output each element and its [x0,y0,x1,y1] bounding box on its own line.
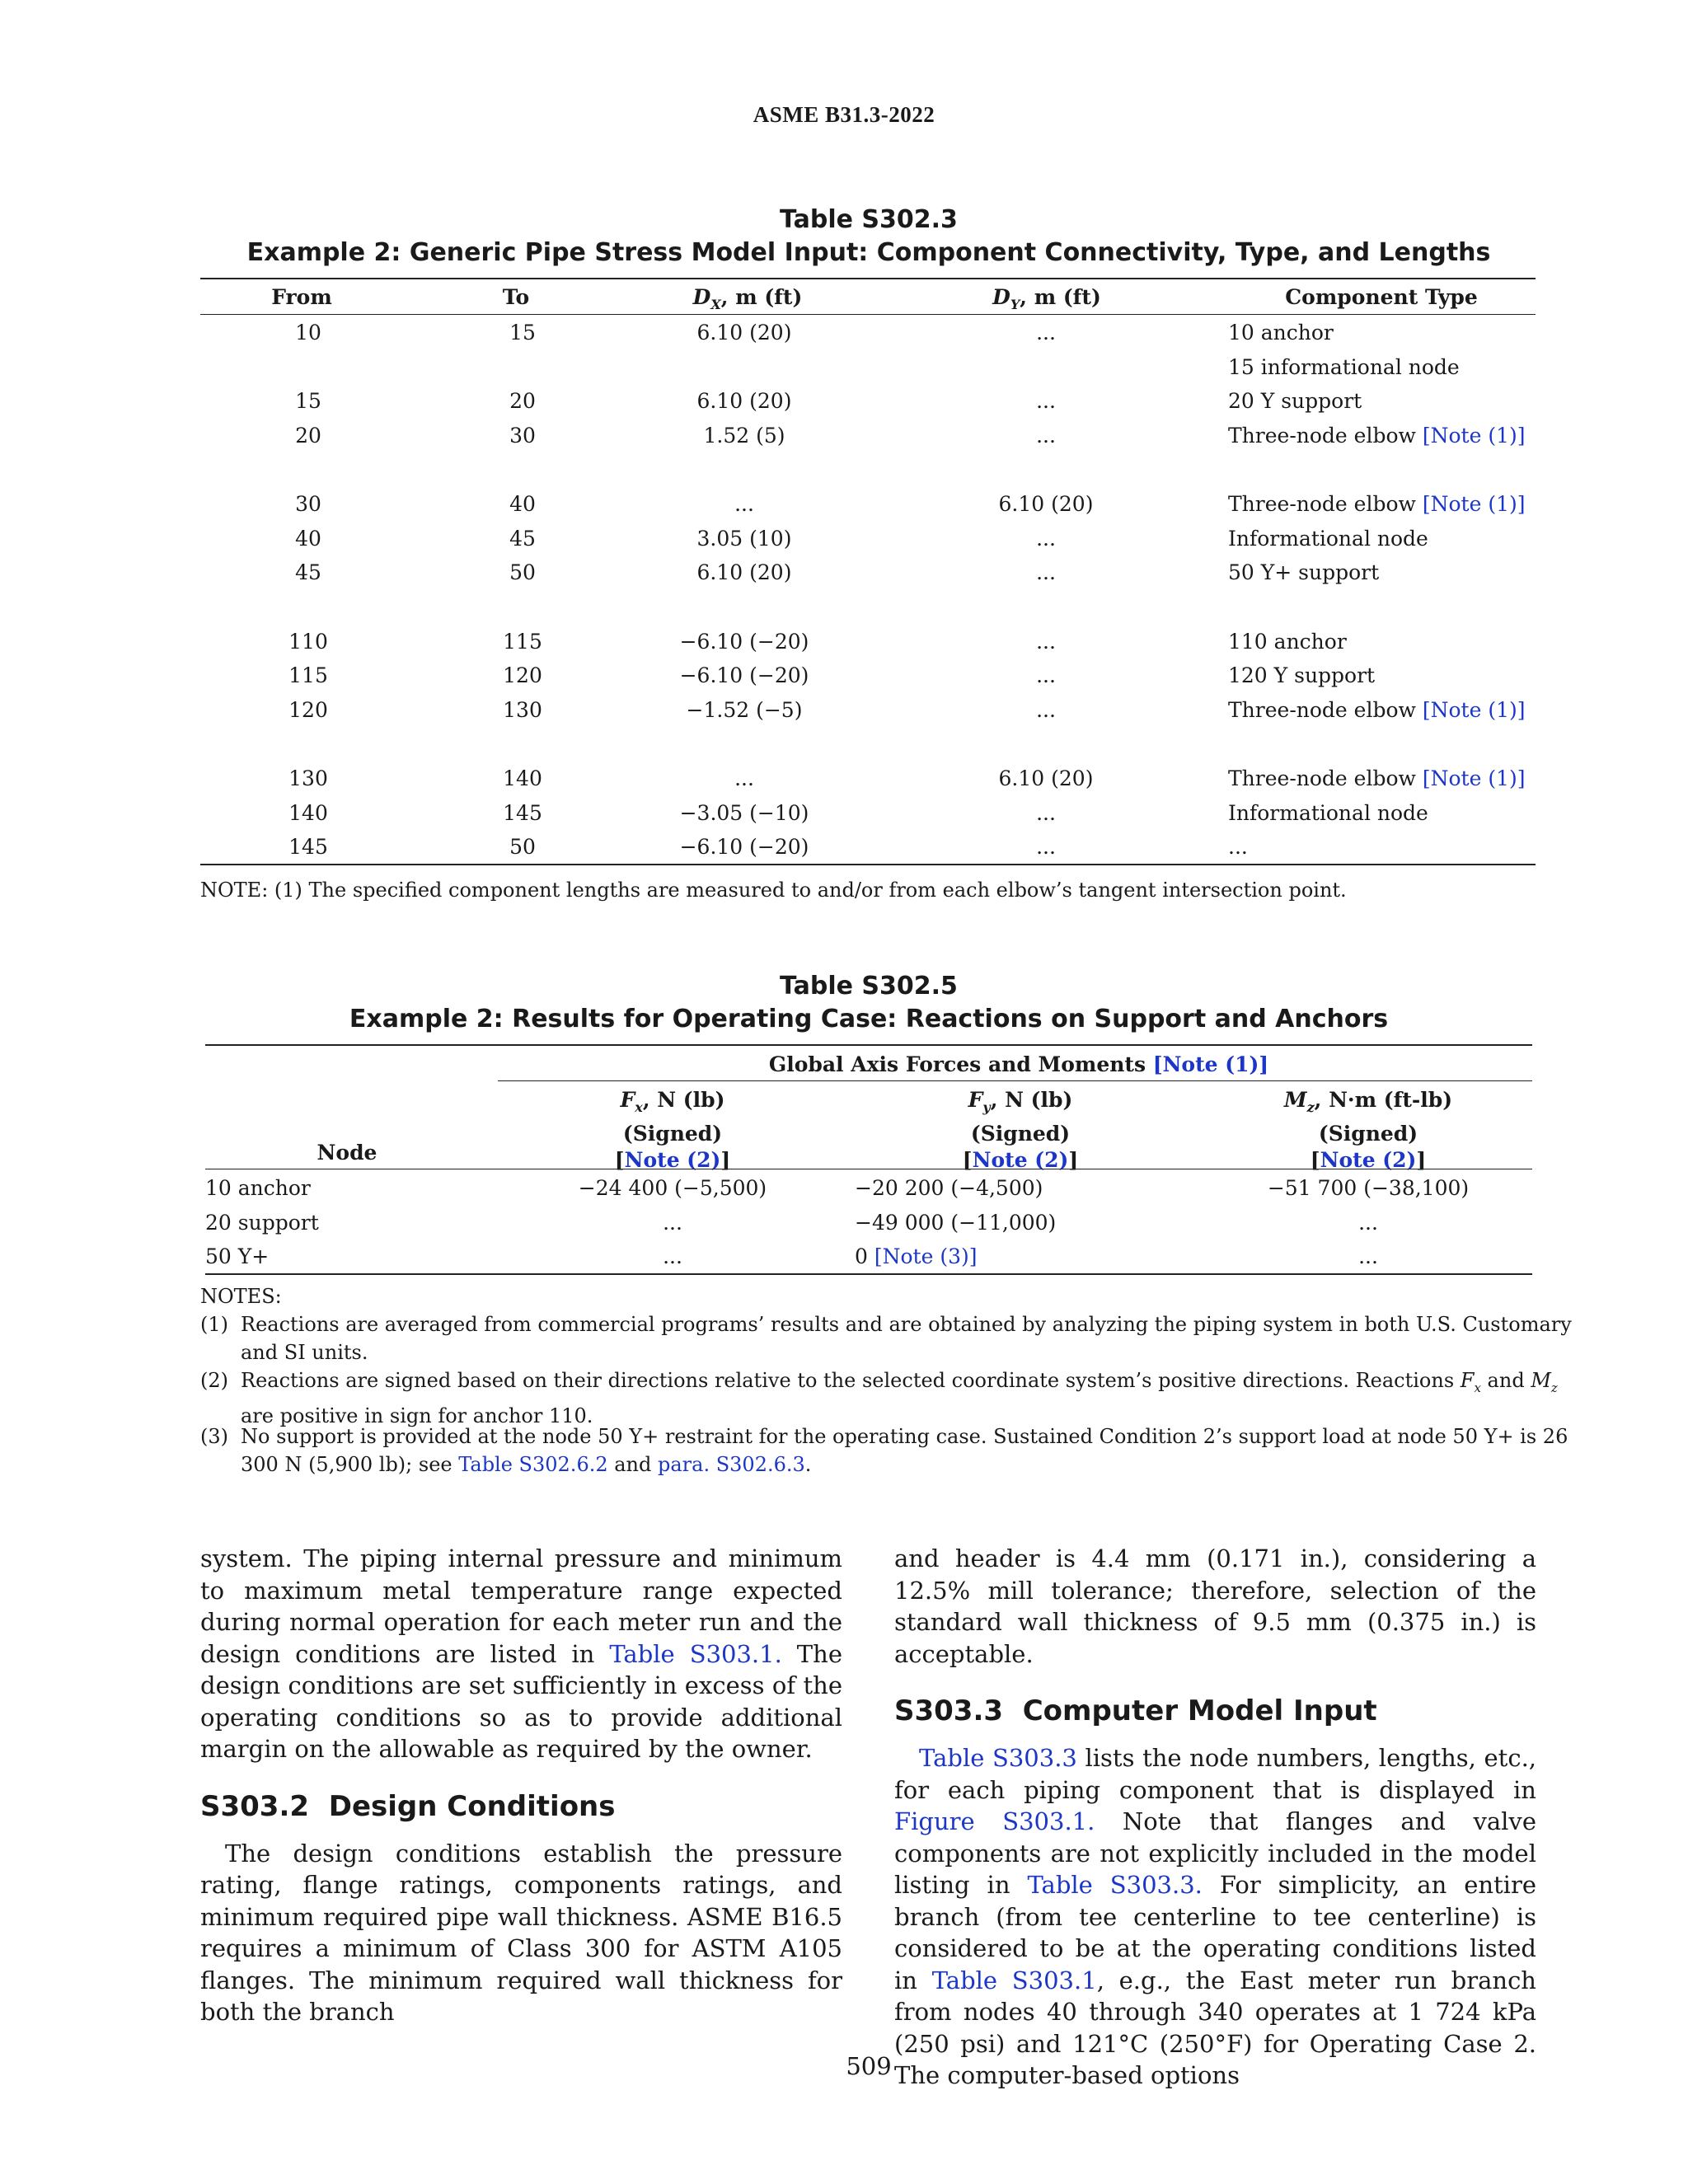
table2-fy-note-link[interactable]: Note (2) [972,1148,1069,1172]
table1-cell-type: 15 informational node [1228,355,1460,379]
table2-cell-mz: −51 700 (−38,100) [1267,1176,1470,1200]
table1-cell-dx: ... [734,492,754,516]
table1-cell-dx: ... [734,766,754,790]
table1-cell-dy: ... [1036,389,1056,413]
table2-cell-fx: ... [663,1211,682,1235]
table2-cell-fx: ... [663,1244,682,1268]
table1-cell-from: 140 [288,801,328,825]
table1-bottom-rule [200,864,1536,865]
table2-note-2: Reactions are signed based on their directions relative to the selected coordinate system’s positive directions. Reactions $F_x$ and $M_z$ are positive in sign for anchor 110. [241,1369,1558,1427]
table1-cell-type: Three-node elbow [Note (1)] [1228,424,1526,448]
table1-cell-type: 110 anchor [1228,630,1347,654]
table1-cell-dx: −1.52 (−5) [686,698,803,722]
table1-col-dx: $D_X$, m (ft) [692,285,803,312]
table1-cell-from: 15 [295,389,321,413]
table2-title: Table S302.5 [780,972,958,1001]
table2-note-3: No support is provided at the node 50 Y+ restraint for the operating case. Sustained Condition 2’s support load at node 50 Y+ is 26 300 N (5,900 lb); see Table S302.6.2 and para. S302.6.3. [241,1425,1568,1476]
table1-cell-dy: ... [1036,560,1056,584]
table1-cell-dy: ... [1036,527,1056,551]
table1-cell-from: 115 [288,663,328,687]
table1-cell-dx: −6.10 (−20) [679,630,809,654]
table1-cell-type: 10 anchor [1228,321,1334,344]
table2-cell-fy: 0 [Note (3)] [855,1244,978,1268]
table1-cell-dy: ... [1036,835,1056,859]
table1-cell-to: 140 [503,766,542,790]
table1-col-dy: $D_Y$, m (ft) [992,285,1101,312]
right-column [894,1543,1536,2092]
table1-cell-type: Informational node [1228,527,1428,551]
table1-cell-dy: ... [1036,630,1056,654]
table2-col-node: Node [316,1141,377,1165]
table2-fx-note-link[interactable]: Note (2) [624,1148,721,1172]
table1-cell-from: 145 [288,835,328,859]
table1-note: NOTE: (1) The specified component lengths are measured to and/or from each elbow’s tangent intersection point. [200,879,1347,902]
table2-bottom-rule [205,1273,1532,1275]
table1-cell-from: 30 [295,492,321,516]
table1-cell-dx: −6.10 (−20) [679,835,809,859]
table1-cell-type: Three-node elbow [Note (1)] [1228,766,1526,790]
table1-cell-from: 20 [295,424,321,448]
table1-col-from: From [271,285,332,309]
table1-cell-to: 115 [503,630,542,654]
link-table-s302-6-2[interactable]: Table S302.6.2 [458,1453,608,1476]
table2-cell-node: 20 support [205,1211,319,1235]
table1-cell-dy: 6.10 (20) [998,766,1094,790]
table1-cell-from: 45 [295,560,321,584]
table1-cell-to: 45 [509,527,536,551]
table1-cell-dx: −3.05 (−10) [679,801,809,825]
link-table-s303-1[interactable]: Table S303.1. [609,1639,782,1668]
table1-cell-dx: −6.10 (−20) [679,663,809,687]
page-number: 509 [846,2052,892,2080]
table1-cell-dx: 1.52 (5) [703,424,785,448]
table2-cell-fx: −24 400 (−5,500) [578,1176,767,1200]
table1-col-to: To [502,285,530,309]
table2-col-fy: $F_y$, N (lb) (Signed) [Note (2)] [962,1088,1079,1172]
left-paragraph-2: The design conditions establish the pressure rating, flange ratings, components ratings, and minimum required pipe wall thickness. ASME B16.5 requires a minimum of Class 300 for ASTM A105 flanges. The minimum required wall thickness for both the branch [200,1839,842,2026]
table1-header-rule [200,314,1536,315]
table2-cell-node: 50 Y+ [205,1244,270,1268]
table1-note-link[interactable]: [Note (1)] [1422,424,1526,448]
table1-cell-dx: 6.10 (20) [696,389,792,413]
table1-cell-type: Three-node elbow [Note (1)] [1228,698,1526,722]
right-paragraph-1: and header is 4.4 mm (0.171 in.), considering a 12.5% mill tolerance; therefore, selection of the standard wall thickness of 9.5 mm (0.375 in.) is acceptable. [894,1544,1536,1668]
table2-cell-fy: −20 200 (−4,500) [855,1176,1043,1200]
table2-col-mz: $M_z$, N·m (ft-lb) (Signed) [Note (2)] [1283,1088,1453,1172]
table1-cell-to: 130 [503,698,542,722]
table1-cell-from: 130 [288,766,328,790]
table2-note-3-link[interactable]: [Note (3)] [874,1244,978,1268]
table1-cell-to: 40 [509,492,536,516]
table1-col-type: Component Type [1285,285,1478,309]
table1-cell-type: 20 Y support [1228,389,1362,413]
table1-cell-dx: 3.05 (10) [696,527,792,551]
table2-cell-mz: ... [1358,1211,1378,1235]
section-heading-s303-2: S303.2 Design Conditions [200,1789,616,1823]
table1-cell-to: 145 [503,801,542,825]
table2-cell-fy: −49 000 (−11,000) [855,1211,1057,1235]
table2-group-note-link[interactable]: [Note (1)] [1152,1052,1269,1076]
table1-cell-to: 50 [509,835,536,859]
link-table-s303-3-a[interactable]: Table S303.3 [919,1744,1077,1772]
table1-top-rule [200,278,1536,279]
table2-mz-note-link[interactable]: Note (2) [1320,1148,1417,1172]
table1-cell-to: 50 [509,560,536,584]
table2-notes-label: NOTES: [200,1285,282,1308]
table1-cell-type: Informational node [1228,801,1428,825]
link-para-s302-6-3[interactable]: para. S302.6.3 [658,1453,805,1476]
table2-note-1: Reactions are averaged from commercial programs’ results and are obtained by analyzing the piping system in both U.S. Customary and SI units. [241,1313,1572,1364]
table2-group-header: Global Axis Forces and Moments [Note (1)] [768,1052,1269,1076]
table1-cell-from: 120 [288,698,328,722]
table1-cell-type: ... [1228,835,1248,859]
table1-cell-dy: ... [1036,424,1056,448]
table2-notes: (1) Reactions are averaged from commercial programs’ results and are obtained by analyzing the piping system in both U.S. Customary and SI units. (2) Reactions are signed based on their directions relative to the selected coordinate system’s positive directions. Reactions $F_x$ and $M_z$ are positive in sign for anchor 110. (3) No support is provided at the node 50 Y+ restraint for the operating case. Sustained Condition 2’s support load at node 50 Y+ is 26 300 N (5,900 lb); see Table S302.6.2 and para. S302.6.3. [200,1310,1540,1483]
table2-subtitle: Example 2: Results for Operating Case: Reactions on Support and Anchors [349,1005,1389,1033]
table1-cell-dy: ... [1036,663,1056,687]
table1-note-link[interactable]: [Note (1)] [1422,492,1526,516]
table1-cell-to: 30 [509,424,536,448]
right-paragraph-2: Table S303.3 lists the node numbers, lengths, etc., for each piping component that is displayed in Figure S303.1. Note that flanges and valve components are not explicitly included in the model listing in Table S303.3. For simplicity, an entire branch (from tee centerline to tee centerline) is considered to be at the operating conditions listed in Table S303.1, e.g., the East meter run branch from nodes 40 through 340 operates at 1 724 kPa (250 psi) and 121°C (250°F) for Operating Case 2. The computer-based options [894,1744,1537,2089]
table2-top-rule [205,1044,1532,1046]
table1-cell-dy: 6.10 (20) [998,492,1094,516]
table2-col-fx: $F_x$, N (lb) (Signed) [Note (2)] [614,1088,731,1172]
table1-cell-dx: 6.10 (20) [696,560,792,584]
table1-cell-to: 20 [509,389,536,413]
table1-cell-type: 120 Y support [1228,663,1376,687]
table1-note-link[interactable]: [Note (1)] [1422,766,1526,790]
table2-cell-node: 10 anchor [205,1176,311,1200]
table2-group-rule [498,1080,1532,1081]
table1-cell-dy: ... [1036,698,1056,722]
table1-cell-from: 110 [288,630,328,654]
table1-title: Table S302.3 [780,205,958,234]
table1-cell-dx: 6.10 (20) [696,321,792,344]
left-paragraph-1: system. The piping internal pressure and minimum to maximum metal temperature range expected during normal operation for each meter run and the design conditions are listed in Table S303.1. The design conditions are set sufficiently in excess of the operating conditions so as to provide additional margin on the allowable as required by the owner. [200,1544,842,1763]
table1-cell-from: 40 [295,527,321,551]
running-header: ASME B31.3-2022 [753,102,935,127]
table2-cell-mz: ... [1358,1244,1378,1268]
table1-note-link[interactable]: [Note (1)] [1422,698,1526,722]
table1-cell-to: 120 [503,663,542,687]
table1-cell-from: 10 [295,321,321,344]
left-column [200,1543,842,2028]
table1-cell-type: 50 Y+ support [1228,560,1380,584]
link-table-s303-1-b[interactable]: Table S303.1 [931,1966,1097,1994]
table1-cell-to: 15 [509,321,536,344]
table1-cell-type: Three-node elbow [Note (1)] [1228,492,1526,516]
table1-subtitle: Example 2: Generic Pipe Stress Model Input: Component Connectivity, Type, and Lengths [246,238,1491,267]
table1-cell-dy: ... [1036,801,1056,825]
section-heading-s303-3: S303.3 Computer Model Input [894,1694,1377,1727]
link-table-s303-3-b[interactable]: Table S303.3. [1027,1871,1203,1899]
table1-cell-dy: ... [1036,321,1056,344]
link-figure-s303-1[interactable]: Figure S303.1. [894,1807,1095,1835]
